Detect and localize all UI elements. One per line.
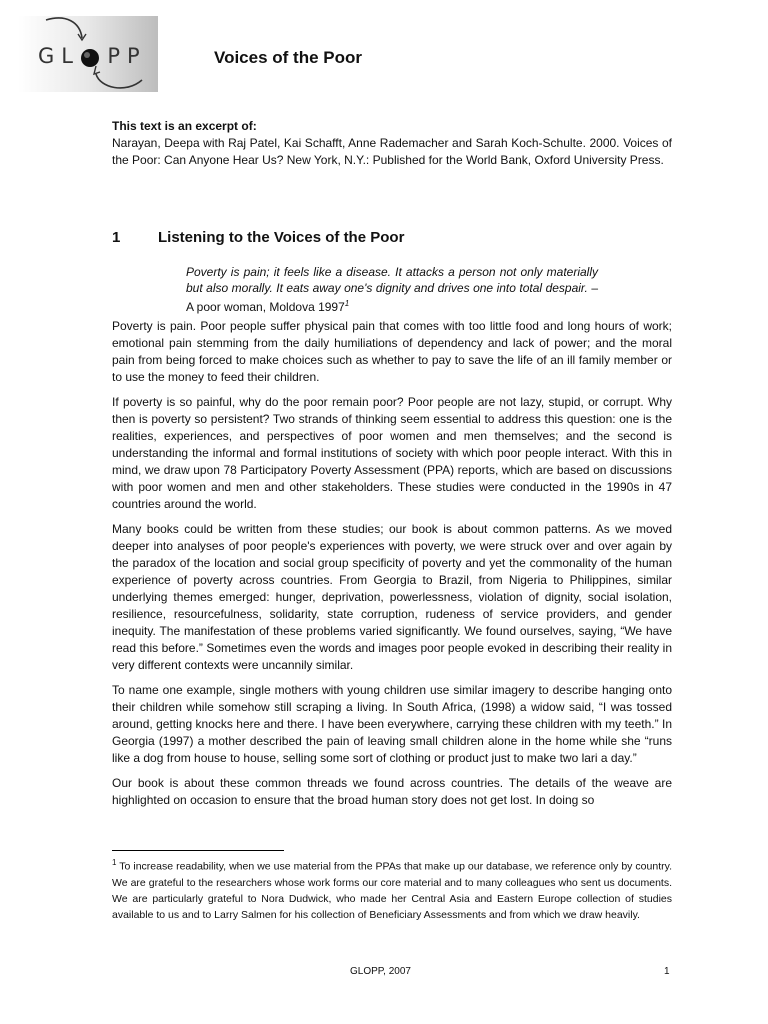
footnote-text: To increase readability, when we use material from the PPAs that make up our database, we reference only by country. We are grateful to the researchers whose work forms our core material and to many colleagues who sent us documents. We are particularly grateful to Nora Dudwick, who made her Central Asia and Eastern Europe collection of studies available to us and to Larry Salmen for his collection of Beneficiary Assessments and from which we draw heavily. bbox=[112, 860, 672, 921]
glopp-logo bbox=[18, 16, 158, 92]
paragraph: Our book is about these common threads we found across countries. The details of the weave are highlighted on occasion to ensure that the broad human story does not get lost. In doing so bbox=[112, 776, 672, 807]
page-number: 1 bbox=[664, 966, 670, 977]
logo-text: GL PP bbox=[38, 44, 147, 68]
epigraph-quote bbox=[186, 264, 598, 315]
quote-attribution: – A poor woman, Moldova 1997 bbox=[186, 281, 599, 314]
footer-source: GLOPP, 2007 bbox=[350, 966, 411, 977]
section-number: 1 bbox=[112, 229, 121, 246]
footnote bbox=[112, 855, 672, 923]
quote-text: Poverty is pain; it feels like a disease. It attacks a person not only materially but also morally. It eats away one's dignity and drives one into total despair. bbox=[186, 265, 598, 295]
section-heading bbox=[112, 229, 404, 246]
footnote-marker: 1 bbox=[112, 858, 117, 867]
footnote-reference[interactable]: 1 bbox=[344, 299, 350, 308]
document-title: Voices of the Poor bbox=[214, 48, 362, 67]
citation: Narayan, Deepa with Raj Patel, Kai Schafft, Anne Rademacher and Sarah Koch-Schulte. 2000. Voices of the Poor: Can Anyone Hear Us? New York, N.Y.: Published for the World Bank, Oxford University Press. bbox=[112, 136, 672, 167]
paragraph: To name one example, single mothers with young children use similar imagery to describe hanging onto their children while somehow still scraping a living. In South Africa, (1998) a widow said, “I was tossed around, getting knocks here and there. I have been everywhere, carrying these children with my teeth.” In Georgia (1997) a mother described the pain of leaving small children alone in the home while she “runs like a dog from house to house, selling some sort of clothing or product just to make two lari a day.” bbox=[112, 683, 672, 765]
body-text bbox=[112, 318, 672, 817]
paragraph: If poverty is so painful, why do the poor remain poor? Poor people are not lazy, stupid, or corrupt. Why then is poverty so persistent? Two strands of thinking seem essential to address this question: one is the realities, experiences, and perspectives of poor women and men themselves; and the second is understanding the informal and formal institutions of society with which poor people interact. With this in mind, we draw upon 78 Participatory Poverty Assessment (PPA) reports, which are based on discussions with poor women and men and other stakeholders. These studies were conducted in the 1990s in 47 countries around the world. bbox=[112, 395, 672, 511]
paragraph: Many books could be written from these studies; our book is about common patterns. As we moved deeper into analyses of poor people's experiences with poverty, we were struck over and over again by the paradox of the location and social group specificity of poverty and yet the commonality of the human experience of poverty across countries. From Georgia to Brazil, from Nigeria to Philippines, similar underlying themes emerged: hunger, deprivation, powerlessness, violation of dignity, social isolation, resilience, resourcefulness, solidarity, state corruption, rudeness of service providers, and gender inequity. The manifestation of these problems varied significantly. We found ourselves, saying, “We have read this before.” Sometimes even the words and images poor people evoked in describing their reality in very different contexts were uncannily similar. bbox=[112, 522, 672, 672]
excerpt-label: This text is an excerpt of: bbox=[112, 119, 257, 133]
paragraph: Poverty is pain. Poor people suffer physical pain that comes with too little food and long hours of work; emotional pain stemming from the daily humiliations of dependency and lack of power; and the moral pain from being forced to make choices such as whether to pay to save the life of an ill family member or to use the money to feed their children. bbox=[112, 319, 672, 384]
footnote-divider bbox=[112, 850, 284, 851]
section-title: Listening to the Voices of the Poor bbox=[158, 229, 405, 246]
